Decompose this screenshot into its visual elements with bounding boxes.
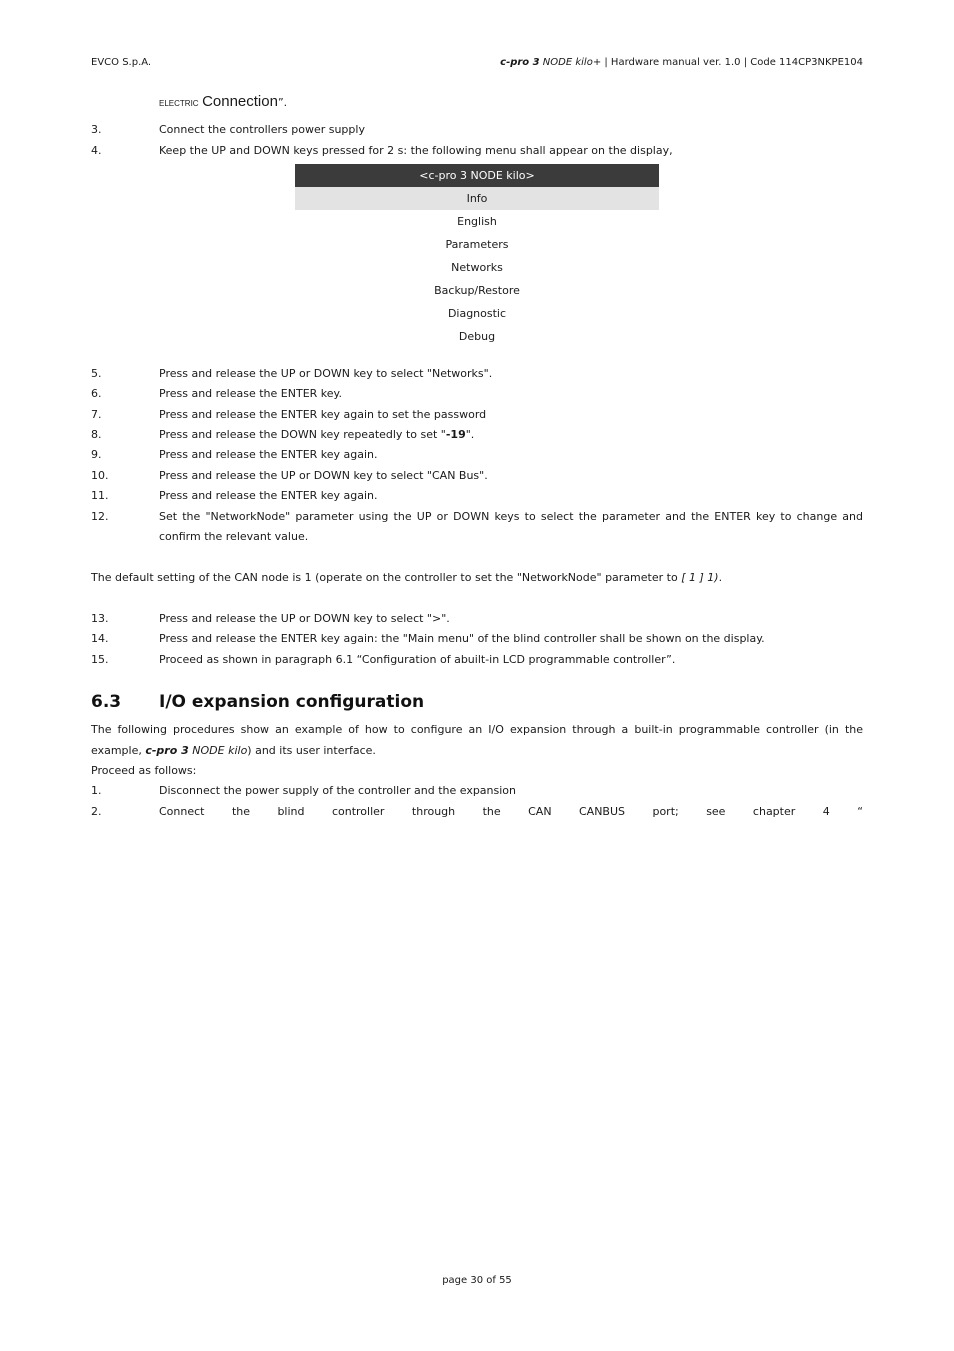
- continuation-prefix: electric: [159, 95, 199, 109]
- header-doc-info: [500, 57, 863, 68]
- header-company: EVCO S.p.A.: [91, 57, 152, 68]
- word: see: [706, 805, 726, 818]
- step-number: 11.: [91, 489, 109, 502]
- step-text: Press and release the ENTER key again to set the password: [159, 408, 487, 421]
- step-text: Press and release the UP or DOWN key to select "Networks".: [159, 367, 493, 380]
- header-manual-code: | Hardware manual ver. 1.0 | Code 114CP3NKPE104: [601, 57, 863, 68]
- page-number: page 30 of 55: [442, 1275, 512, 1286]
- menu-item-diagnostic: Diagnostic: [447, 307, 507, 320]
- step-text: Press and release the ENTER key again.: [159, 448, 378, 461]
- step-number: 7.: [91, 408, 102, 421]
- step-number: 1.: [91, 784, 102, 797]
- step-number: 2.: [91, 805, 102, 818]
- step-number: 3.: [91, 123, 102, 136]
- step-text: Press and release the ENTER key again: the "Main menu" of the blind controller shall be shown on the display.: [159, 632, 765, 645]
- step-text: Press and release the UP or DOWN key to select ">".: [159, 612, 450, 625]
- default-note-end: .: [718, 571, 723, 584]
- default-note-value: [ 1 ] 1): [681, 571, 719, 584]
- word: blind: [277, 805, 305, 818]
- step-text: Press and release the ENTER key again.: [159, 489, 378, 502]
- step-text: Press and release the ENTER key.: [159, 387, 342, 400]
- step-text: Press and release the UP or DOWN key to select "CAN Bus".: [159, 469, 488, 482]
- menu-item-parameters: Parameters: [445, 238, 509, 251]
- step-number: 15.: [91, 653, 109, 666]
- word: controller: [331, 805, 385, 818]
- word: the: [482, 805, 501, 818]
- step-text-before: Press and release the DOWN key repeatedly to set ": [159, 428, 446, 441]
- menu-item-networks: Networks: [451, 261, 503, 274]
- word: 4: [822, 805, 830, 818]
- step-number: 13.: [91, 612, 109, 625]
- step-text: Connect the controllers power supply: [159, 123, 365, 136]
- step-text: Set the "NetworkNode" parameter using the UP or DOWN keys to select the parameter and the ENTER key to change and: [159, 510, 863, 523]
- intro-product-name: c-pro 3: [145, 744, 189, 757]
- step-number: 9.: [91, 448, 102, 461]
- word: through: [411, 805, 456, 818]
- word: “: [857, 805, 863, 818]
- step-number: 10.: [91, 469, 109, 482]
- menu-title: <c-pro 3 NODE kilo>: [295, 164, 659, 187]
- proceed-text: Proceed as follows:: [91, 764, 197, 777]
- menu-item-debug: Debug: [458, 330, 496, 343]
- step-text: Proceed as shown in paragraph 6.1 “Configuration of abuilt-in LCD programmable controller”.: [159, 653, 676, 666]
- step-text-continued: confirm the relevant value.: [159, 530, 309, 543]
- menu-item-backup-restore: Backup/Restore: [434, 284, 520, 297]
- intro-product-variant: NODE kilo: [188, 744, 248, 757]
- step-text: Keep the UP and DOWN keys pressed for 2 s: the following menu shall appear on the display,: [159, 144, 673, 157]
- continuation-suffix: ”.: [277, 96, 288, 109]
- step-number: 14.: [91, 632, 109, 645]
- password-value: -19: [445, 428, 466, 441]
- word: port;: [652, 805, 679, 818]
- menu-item-english: English: [457, 215, 497, 228]
- default-note-text: The default setting of the CAN node is 1 (operate on the controller to set the "NetworkNode" parameter to: [91, 571, 682, 584]
- step-number: 6.: [91, 387, 102, 400]
- header-product-variant: NODE kilo+: [539, 57, 602, 68]
- word: CAN: [528, 805, 552, 818]
- word: chapter: [752, 805, 796, 818]
- section-intro-line2: [91, 744, 376, 757]
- step-number: 8.: [91, 428, 102, 441]
- step-text: [159, 428, 474, 441]
- step-number: 4.: [91, 144, 102, 157]
- step-number: 12.: [91, 510, 109, 523]
- step-text: Disconnect the power supply of the controller and the expansion: [159, 784, 517, 797]
- display-menu: [295, 164, 659, 348]
- section-intro-line1: The following procedures show an example of how to configure an I/O expansion through a built-in programmable controller (in the: [91, 723, 863, 736]
- default-note: [91, 571, 722, 584]
- step-text-spread: [159, 805, 863, 818]
- intro-text-before: example,: [91, 744, 146, 757]
- word: the: [231, 805, 250, 818]
- intro-text-after: ) and its user interface.: [247, 744, 376, 757]
- continuation-text: [159, 93, 287, 110]
- menu-item-info: Info: [295, 187, 659, 210]
- section-number: 6.3: [91, 692, 122, 712]
- step-text-after: ".: [465, 428, 475, 441]
- step-number: 5.: [91, 367, 102, 380]
- header-product-name: c-pro 3: [500, 57, 540, 68]
- word: CANBUS: [579, 805, 626, 818]
- continuation-word: Connection: [202, 93, 278, 110]
- word: Connect: [159, 805, 205, 818]
- section-title: I/O expansion configuration: [159, 692, 425, 712]
